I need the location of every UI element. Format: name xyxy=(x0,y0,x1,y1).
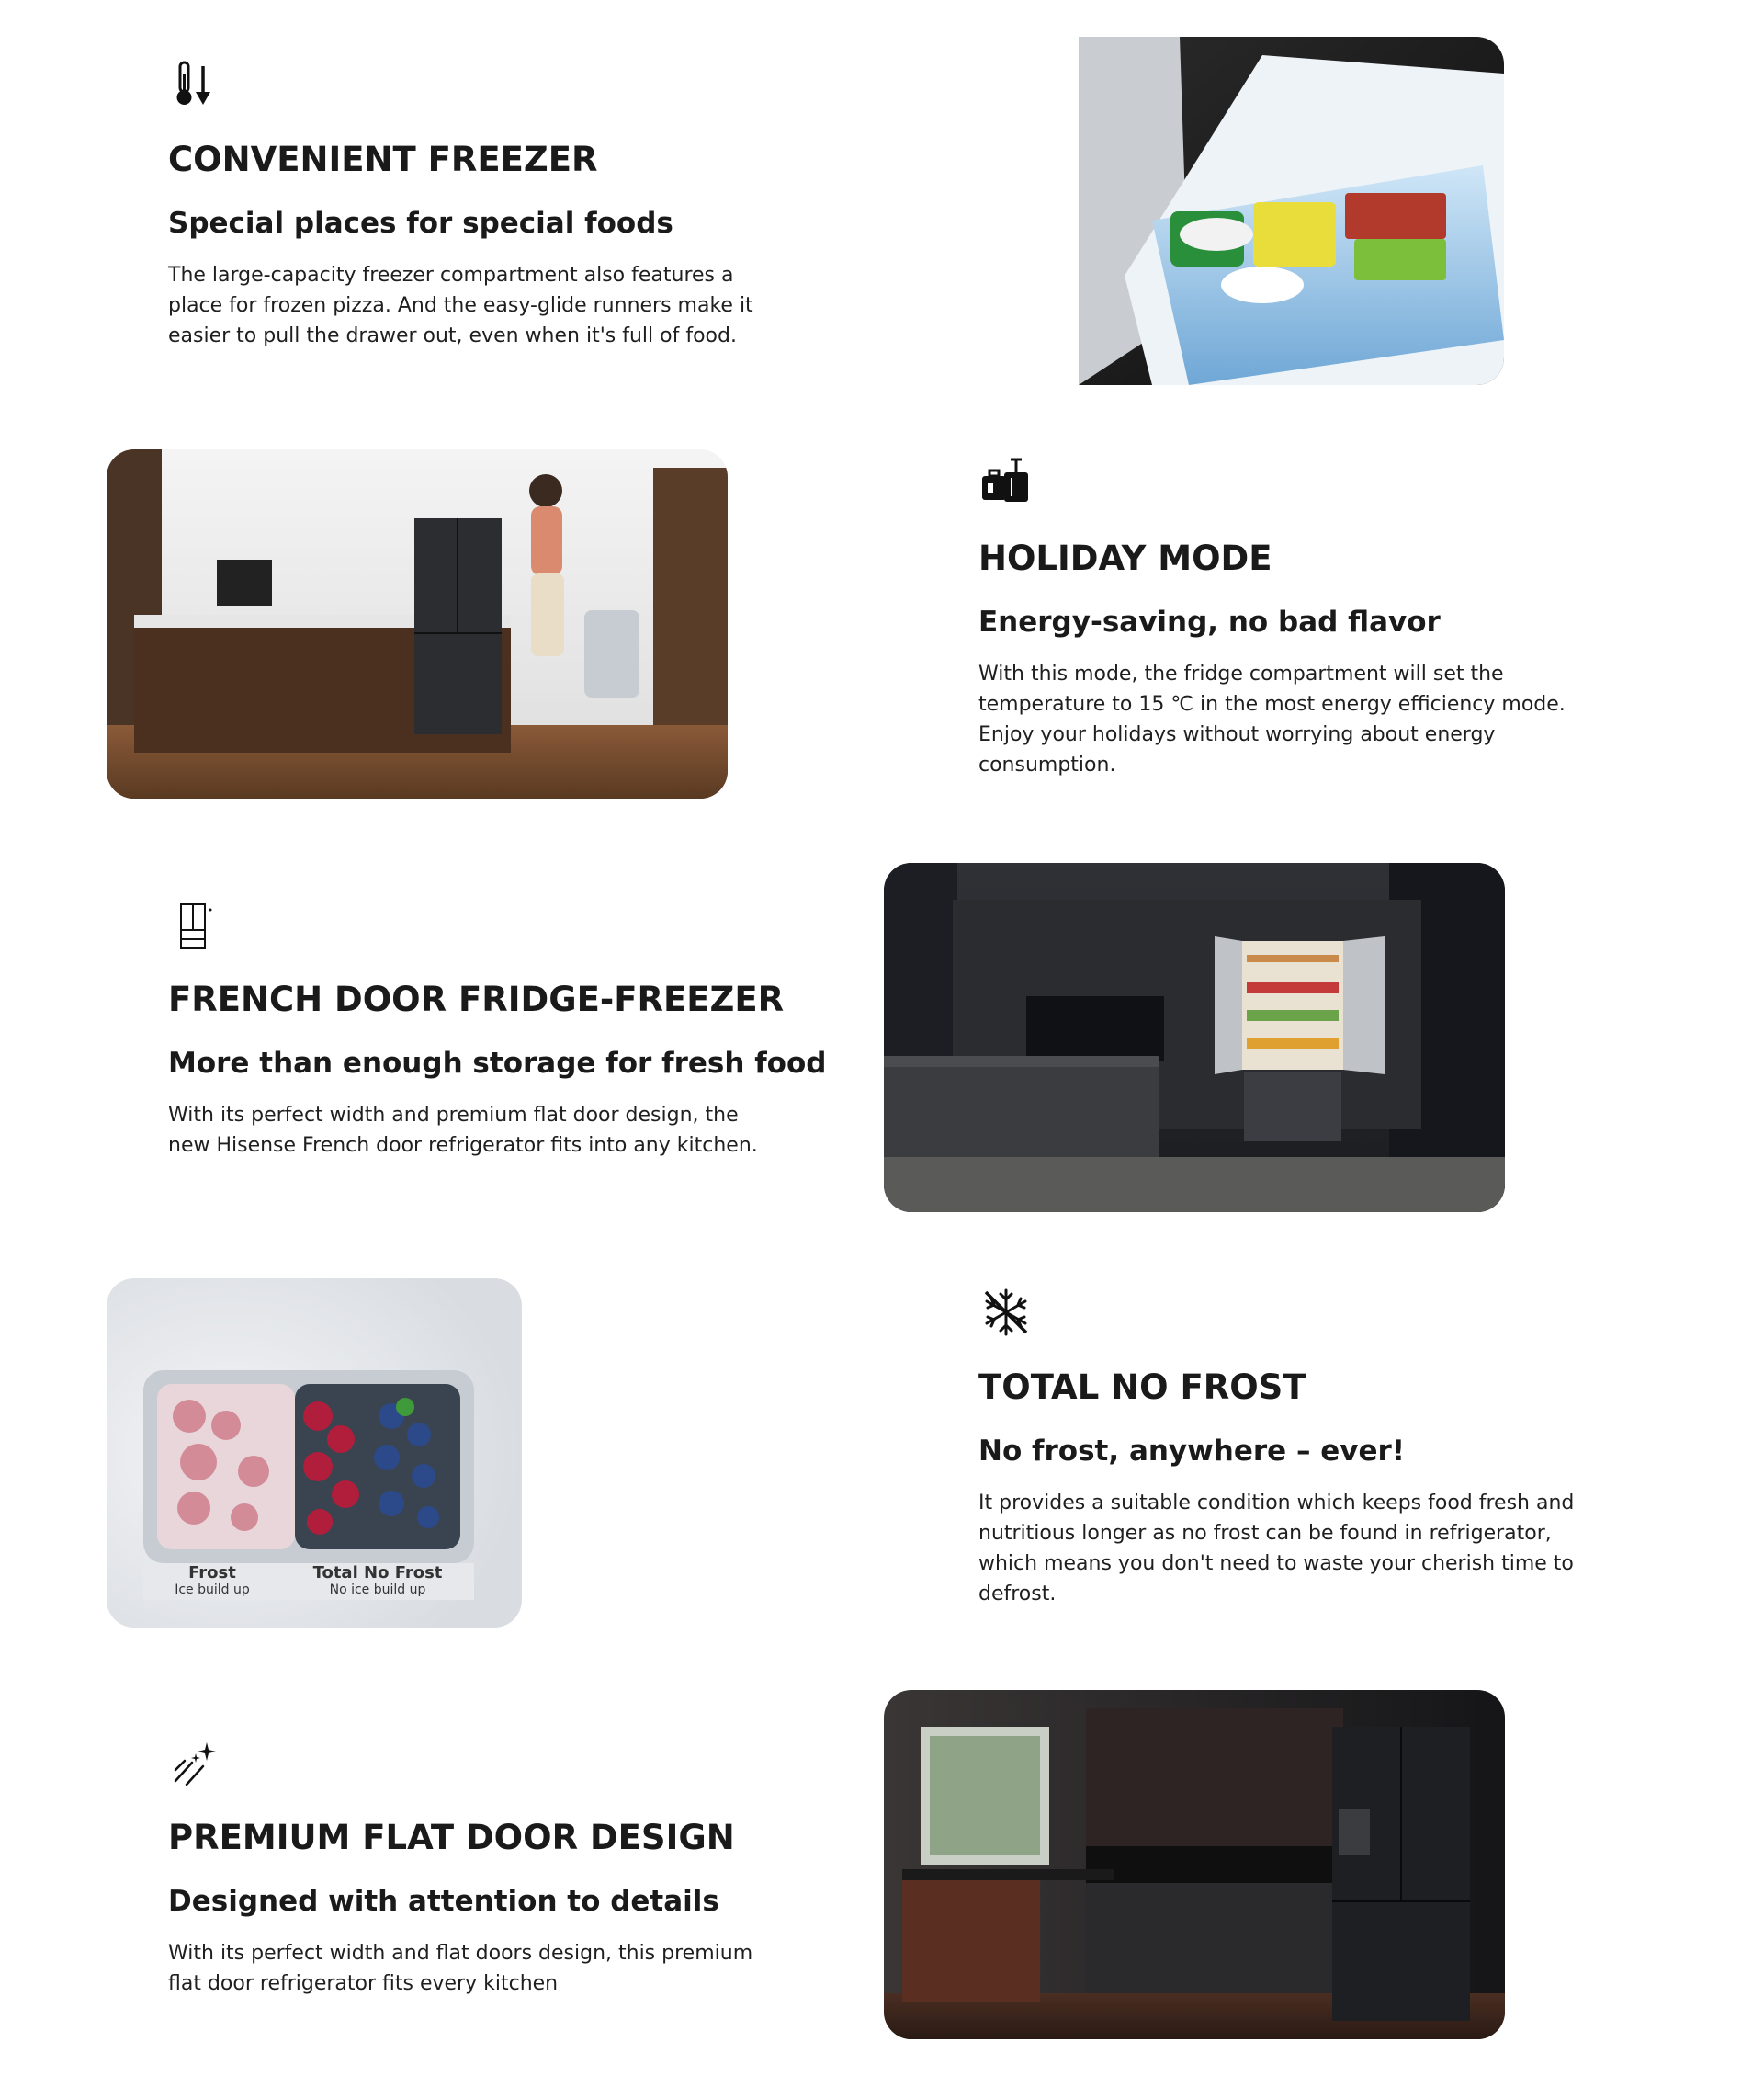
feature-title: TOTAL NO FROST xyxy=(978,1367,1306,1407)
frost-comparison-image xyxy=(107,1278,522,1628)
feature-subtitle: Special places for special foods xyxy=(168,207,673,240)
feature-subtitle: Designed with attention to details xyxy=(168,1885,719,1918)
fridge-outline-icon xyxy=(168,899,223,954)
feature-premium-flat-door xyxy=(168,1737,811,1999)
holiday-kitchen-image xyxy=(107,449,728,799)
thermometer-down-icon xyxy=(168,57,223,112)
frost-label xyxy=(134,1563,290,1597)
feature-convenient-freezer xyxy=(168,57,811,351)
feature-description: The large-capacity freezer compartment also features a place for frozen pizza. And the easy-glide runners make it easier to pull the drawer out, even when it's full of food. xyxy=(168,264,753,347)
french-door-kitchen-image xyxy=(884,863,1505,1212)
no-frost-label-title: Total No Frost xyxy=(312,1563,443,1582)
feature-title: FRENCH DOOR FRIDGE-FREEZER xyxy=(168,980,785,1019)
feature-holiday-mode xyxy=(978,456,1622,780)
feature-title: PREMIUM FLAT DOOR DESIGN xyxy=(168,1818,735,1857)
feature-description: With its perfect width and premium flat door design, the new Hisense French door refrigerator fits into any kitchen. xyxy=(168,1104,758,1157)
feature-description: With this mode, the fridge compartment will set the temperature to 15 ℃ in the most energy efficiency mode. Enjoy your holidays without worrying about energy consumption. xyxy=(978,663,1566,777)
freezer-drawer-image xyxy=(1079,37,1504,385)
feature-description: It provides a suitable condition which keeps food fresh and nutritious longer as no frost can be found in refrigerator, which means you don't need to waste your cherish time to defrost. xyxy=(978,1492,1575,1605)
feature-total-no-frost xyxy=(978,1285,1622,1609)
no-frost-label xyxy=(295,1563,460,1597)
frost-label-subtitle: Ice build up xyxy=(175,1582,250,1597)
luggage-icon xyxy=(978,456,1034,511)
feature-subtitle: Energy-saving, no bad flavor xyxy=(978,606,1441,639)
no-frost-label-subtitle: No ice build up xyxy=(329,1582,426,1597)
feature-title: CONVENIENT FREEZER xyxy=(168,140,598,179)
frost-label-title: Frost xyxy=(188,1563,236,1582)
premium-kitchen-image xyxy=(884,1690,1505,2039)
feature-description: With its perfect width and flat doors design, this premium flat door refrigerator fits every kitchen xyxy=(168,1942,753,1995)
feature-subtitle: No frost, anywhere – ever! xyxy=(978,1435,1405,1468)
feature-subtitle: More than enough storage for fresh food xyxy=(168,1047,827,1080)
feature-french-door xyxy=(168,899,827,1161)
no-frost-snowflake-icon xyxy=(978,1285,1034,1340)
sparkle-wand-icon xyxy=(168,1737,223,1792)
feature-title: HOLIDAY MODE xyxy=(978,539,1272,578)
